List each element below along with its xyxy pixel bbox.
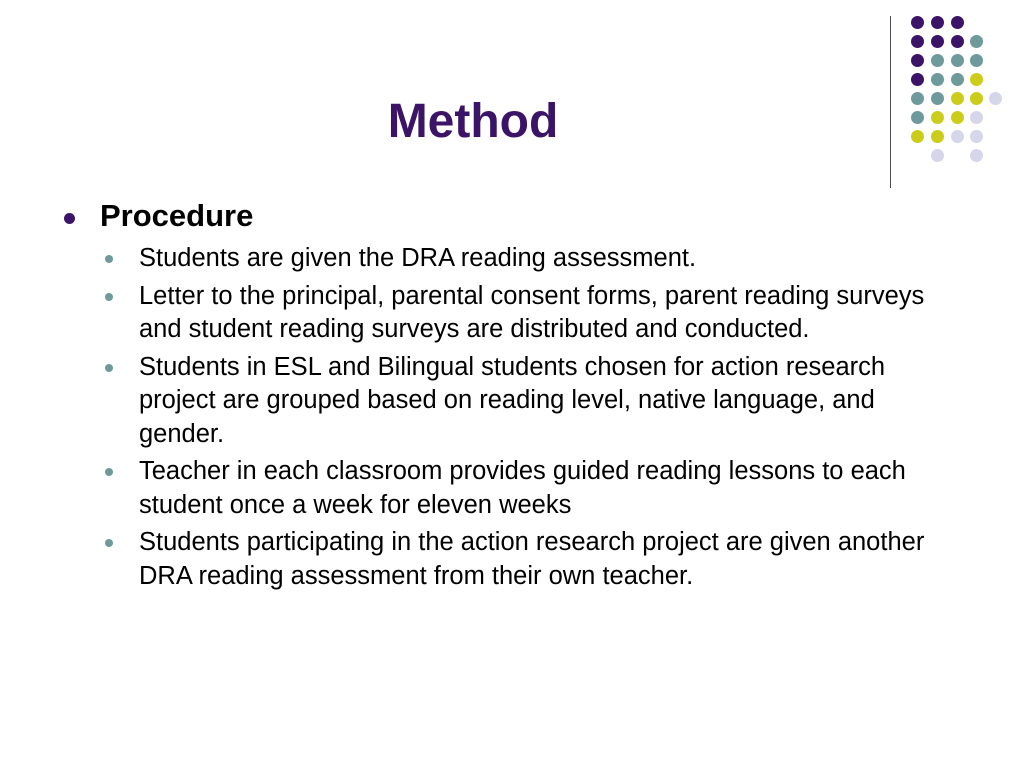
procedure-bullet-list xyxy=(62,242,962,593)
teal-dot xyxy=(951,54,964,67)
list-item xyxy=(62,242,962,276)
list-item xyxy=(62,526,962,593)
list-item xyxy=(62,280,962,347)
teal-dot xyxy=(931,73,944,86)
yellow-dot xyxy=(951,92,964,105)
yellow-dot xyxy=(970,92,983,105)
lavender-dot xyxy=(970,149,983,162)
teal-dot xyxy=(931,54,944,67)
teal-dot xyxy=(951,73,964,86)
bullet-dot-icon xyxy=(105,364,113,372)
list-item-text: Students participating in the action research project are given another DRA reading assessment from their own teacher. xyxy=(139,528,925,590)
lavender-dot xyxy=(970,130,983,143)
yellow-dot xyxy=(970,73,983,86)
procedure-heading-label: Procedure xyxy=(100,198,254,233)
yellow-dot xyxy=(951,111,964,124)
list-item-text: Letter to the principal, parental consent forms, parent reading surveys and student reading surveys are distributed and conducted. xyxy=(139,281,925,343)
bullet-dot-icon xyxy=(105,255,113,263)
purple-dot xyxy=(911,16,924,29)
purple-dot xyxy=(951,35,964,48)
purple-dot xyxy=(931,35,944,48)
slide-body xyxy=(62,196,962,597)
list-item xyxy=(62,351,962,452)
lavender-dot xyxy=(951,130,964,143)
slide-title: Method xyxy=(387,95,559,148)
purple-dot xyxy=(911,35,924,48)
lavender-dot xyxy=(989,92,1002,105)
list-item-text: Teacher in each classroom provides guided reading lessons to each student once a week for eleven weeks xyxy=(139,457,906,519)
teal-dot xyxy=(970,35,983,48)
list-item-text: Students in ESL and Bilingual students chosen for action research project are grouped based on reading level, native language, and gender. xyxy=(139,352,886,448)
bullet-dot-icon xyxy=(105,539,113,547)
bullet-dot-icon xyxy=(105,468,113,476)
purple-dot xyxy=(911,54,924,67)
lavender-dot xyxy=(970,111,983,124)
purple-dot xyxy=(931,16,944,29)
procedure-heading xyxy=(62,196,962,236)
teal-dot xyxy=(970,54,983,67)
bullet-dot-icon xyxy=(105,293,113,301)
purple-dot xyxy=(951,16,964,29)
bullet-dot-icon xyxy=(64,213,75,224)
list-item xyxy=(62,455,962,522)
list-item-text: Students are given the DRA reading assessment. xyxy=(139,244,697,272)
purple-dot xyxy=(911,73,924,86)
